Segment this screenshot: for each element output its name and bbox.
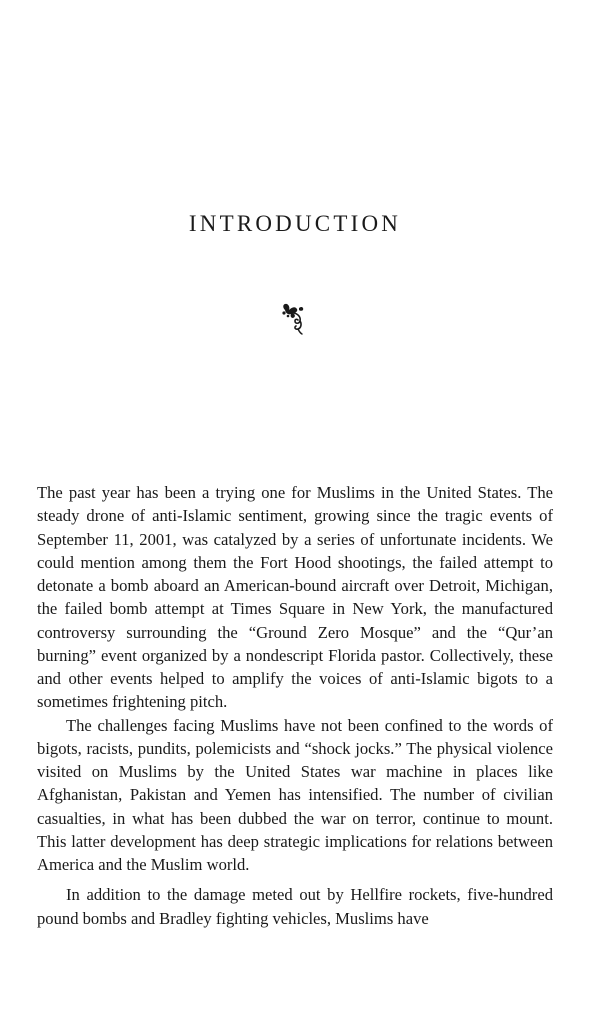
paragraph: The challenges facing Muslims have not been confined to the words of bigots, racists, pundits, polemicists and “shock jocks.” The physical violence visited on Muslims by the United States war machine in places like Afghanistan, Pakistan and Yemen has intensified. The number of civilian casualties, in what has been dubbed the war on terror, continue to mount. This latter development has deep strategic implications for relations between America and the Muslim world. (37, 715, 553, 874)
paragraph: The past year has been a trying one for Muslims in the United States. The steady drone of anti-Islamic sentiment, growing since the tragic events of September 11, 2001, was catalyzed by a series of unfortunate incidents. We could mention among them the Fort Hood shootings, the failed attempt to detonate a bomb aboard an American-bound aircraft over Detroit, Michigan, the failed bomb attempt at Times Square in New York, the manufactured controversy surrounding the “Ground Zero Mosque” and the “Qur’an burning” event organized by a nondescript Florida pastor. Collectively, these and other events helped to amplify the voices of anti-Islamic bigots to a sometimes frightening pitch. (37, 483, 553, 712)
paragraph: In addition to the damage meted out by Hellfire rockets, five-hundred pound bombs and Bradley fighting vehicles, Muslims have (37, 885, 553, 928)
chapter-title: INTRODUCTION (188, 211, 402, 236)
floral-fleuron-icon (280, 300, 308, 336)
chapter-body (37, 481, 553, 930)
